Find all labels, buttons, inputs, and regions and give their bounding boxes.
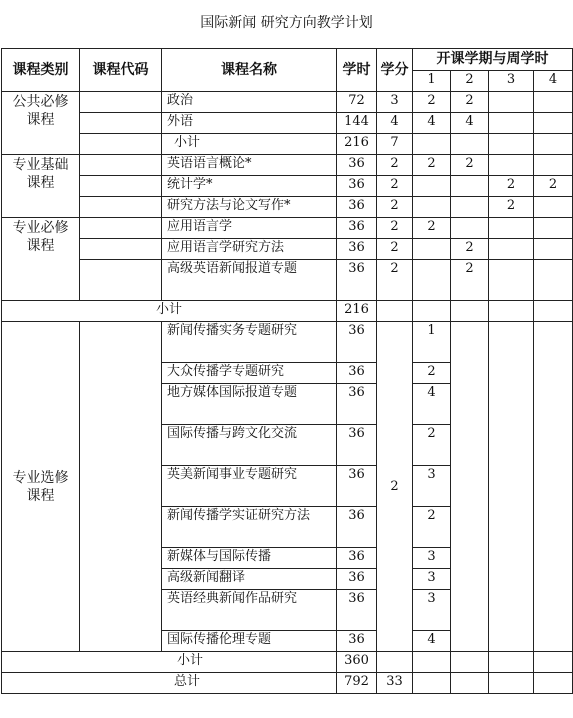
semester-1 bbox=[413, 134, 451, 155]
course-name: 应用语言学 bbox=[162, 218, 337, 239]
total-row bbox=[2, 673, 573, 694]
semester-3 bbox=[489, 322, 534, 652]
semester-4 bbox=[534, 239, 573, 260]
semester-1: 4 bbox=[413, 631, 451, 652]
semester-3 bbox=[489, 260, 534, 301]
semester-2 bbox=[451, 322, 489, 652]
semester-2: 4 bbox=[451, 113, 489, 134]
header-row bbox=[2, 49, 573, 71]
semester-2 bbox=[451, 218, 489, 239]
semester-1: 2 bbox=[413, 363, 451, 384]
category-required: 专业必修课程 bbox=[2, 218, 80, 301]
semester-1: 3 bbox=[413, 590, 451, 631]
page-title: 国际新闻 研究方向教学计划 bbox=[200, 15, 373, 31]
semester-1: 2 bbox=[413, 218, 451, 239]
course-code bbox=[80, 155, 162, 176]
subtotal-row bbox=[2, 652, 573, 673]
table-row bbox=[2, 92, 573, 113]
semester-4 bbox=[534, 155, 573, 176]
course-name: 统计学* bbox=[162, 176, 337, 197]
table-row bbox=[2, 239, 573, 260]
course-credits: 3 bbox=[377, 92, 413, 113]
semester-1: 3 bbox=[413, 466, 451, 507]
subtotal-credits: 7 bbox=[377, 134, 413, 155]
semester-1: 3 bbox=[413, 548, 451, 569]
total-hours: 792 bbox=[337, 673, 377, 694]
course-name: 高级新闻翻译 bbox=[162, 569, 337, 590]
teaching-plan-table bbox=[1, 48, 573, 694]
semester-3 bbox=[489, 113, 534, 134]
semester-1 bbox=[413, 260, 451, 301]
header-credits: 学分 bbox=[377, 49, 413, 92]
header-semester-2: 2 bbox=[451, 70, 489, 92]
semester-1: 2 bbox=[413, 425, 451, 466]
course-name: 大众传播学专题研究 bbox=[162, 363, 337, 384]
semester-3: 2 bbox=[489, 197, 534, 218]
category-public: 公共必修课程 bbox=[2, 92, 80, 155]
semester-4 bbox=[534, 260, 573, 301]
semester-2 bbox=[451, 176, 489, 197]
course-name: 地方媒体国际报道专题 bbox=[162, 384, 337, 425]
course-name: 英语经典新闻作品研究 bbox=[162, 590, 337, 631]
course-name: 英语语言概论* bbox=[162, 155, 337, 176]
semester-4 bbox=[534, 301, 573, 322]
semester-2: 2 bbox=[451, 239, 489, 260]
subtotal-row bbox=[2, 134, 573, 155]
elective-credits: 2 bbox=[377, 322, 413, 652]
semester-4 bbox=[534, 218, 573, 239]
course-hours: 72 bbox=[337, 92, 377, 113]
table-row bbox=[2, 260, 573, 301]
semester-4 bbox=[534, 113, 573, 134]
subtotal-label: 小计 bbox=[2, 301, 337, 322]
course-code bbox=[80, 260, 162, 301]
semester-3 bbox=[489, 239, 534, 260]
table-row bbox=[2, 197, 573, 218]
subtotal-hours: 216 bbox=[337, 134, 377, 155]
course-hours: 36 bbox=[337, 425, 377, 466]
header-hours: 学时 bbox=[337, 49, 377, 92]
course-hours: 36 bbox=[337, 569, 377, 590]
course-hours: 36 bbox=[337, 239, 377, 260]
course-hours: 36 bbox=[337, 384, 377, 425]
course-hours: 36 bbox=[337, 548, 377, 569]
total-label: 总计 bbox=[2, 673, 337, 694]
course-hours: 36 bbox=[337, 260, 377, 301]
semester-1: 2 bbox=[413, 155, 451, 176]
semester-3 bbox=[489, 218, 534, 239]
semester-1 bbox=[413, 197, 451, 218]
course-hours: 36 bbox=[337, 322, 377, 363]
semester-4 bbox=[534, 322, 573, 652]
header-name: 课程名称 bbox=[162, 49, 337, 92]
table-row bbox=[2, 218, 573, 239]
semester-3 bbox=[489, 92, 534, 113]
semester-1 bbox=[413, 301, 451, 322]
semester-2 bbox=[451, 301, 489, 322]
subtotal-label: 小计 bbox=[162, 134, 337, 155]
semester-1: 4 bbox=[413, 384, 451, 425]
course-name: 国际传播与跨文化交流 bbox=[162, 425, 337, 466]
semester-3 bbox=[489, 652, 534, 673]
table-row bbox=[2, 176, 573, 197]
course-hours: 36 bbox=[337, 466, 377, 507]
semester-1: 3 bbox=[413, 569, 451, 590]
course-name: 新媒体与国际传播 bbox=[162, 548, 337, 569]
category-basic: 专业基础课程 bbox=[2, 155, 80, 218]
course-name: 政治 bbox=[162, 92, 337, 113]
header-category: 课程类别 bbox=[2, 49, 80, 92]
course-hours: 36 bbox=[337, 631, 377, 652]
semester-2 bbox=[451, 652, 489, 673]
course-hours: 144 bbox=[337, 113, 377, 134]
semester-4 bbox=[534, 197, 573, 218]
course-hours: 36 bbox=[337, 155, 377, 176]
course-hours: 36 bbox=[337, 197, 377, 218]
header-semester-3: 3 bbox=[489, 70, 534, 92]
table-row bbox=[2, 155, 573, 176]
course-name: 高级英语新闻报道专题 bbox=[162, 260, 337, 301]
course-credits: 2 bbox=[377, 176, 413, 197]
course-credits: 4 bbox=[377, 113, 413, 134]
course-code bbox=[80, 197, 162, 218]
table-row bbox=[2, 113, 573, 134]
semester-3 bbox=[489, 155, 534, 176]
semester-1 bbox=[413, 176, 451, 197]
course-hours: 36 bbox=[337, 218, 377, 239]
total-credits: 33 bbox=[377, 673, 413, 694]
course-code bbox=[80, 239, 162, 260]
table-row bbox=[2, 322, 573, 363]
header-code: 课程代码 bbox=[80, 49, 162, 92]
semester-4: 2 bbox=[534, 176, 573, 197]
semester-2: 2 bbox=[451, 260, 489, 301]
semester-2: 2 bbox=[451, 155, 489, 176]
course-credits: 2 bbox=[377, 260, 413, 301]
course-name: 应用语言学研究方法 bbox=[162, 239, 337, 260]
semester-1: 2 bbox=[413, 92, 451, 113]
semester-4 bbox=[534, 652, 573, 673]
semester-1: 1 bbox=[413, 322, 451, 363]
course-hours: 36 bbox=[337, 176, 377, 197]
course-credits: 2 bbox=[377, 218, 413, 239]
semester-1 bbox=[413, 239, 451, 260]
course-name: 国际传播伦理专题 bbox=[162, 631, 337, 652]
course-name: 外语 bbox=[162, 113, 337, 134]
course-code bbox=[80, 176, 162, 197]
semester-2: 2 bbox=[451, 92, 489, 113]
semester-2 bbox=[451, 673, 489, 694]
header-semester-group: 开课学期与周学时 bbox=[413, 49, 573, 71]
semester-1: 2 bbox=[413, 507, 451, 548]
course-name: 新闻传播学实证研究方法 bbox=[162, 507, 337, 548]
semester-4 bbox=[534, 673, 573, 694]
course-hours: 36 bbox=[337, 363, 377, 384]
semester-3 bbox=[489, 301, 534, 322]
course-code bbox=[80, 113, 162, 134]
subtotal-hours: 216 bbox=[337, 301, 377, 322]
subtotal-label: 小计 bbox=[2, 652, 337, 673]
course-name: 英美新闻事业专题研究 bbox=[162, 466, 337, 507]
semester-1: 4 bbox=[413, 113, 451, 134]
semester-4 bbox=[534, 134, 573, 155]
course-credits: 2 bbox=[377, 239, 413, 260]
subtotal-row bbox=[2, 301, 573, 322]
category-elective: 专业选修课程 bbox=[2, 322, 80, 652]
header-semester-1: 1 bbox=[413, 70, 451, 92]
course-code bbox=[80, 134, 162, 155]
course-credits: 2 bbox=[377, 155, 413, 176]
semester-2 bbox=[451, 197, 489, 218]
semester-3 bbox=[489, 134, 534, 155]
course-hours: 36 bbox=[337, 507, 377, 548]
semester-2 bbox=[451, 134, 489, 155]
course-name: 新闻传播实务专题研究 bbox=[162, 322, 337, 363]
course-code bbox=[80, 218, 162, 239]
course-code bbox=[80, 322, 162, 652]
course-credits: 2 bbox=[377, 197, 413, 218]
subtotal-credits bbox=[377, 301, 413, 322]
header-semester-4: 4 bbox=[534, 70, 573, 92]
subtotal-credits bbox=[377, 652, 413, 673]
semester-4 bbox=[534, 92, 573, 113]
subtotal-hours: 360 bbox=[337, 652, 377, 673]
semester-1 bbox=[413, 673, 451, 694]
semester-1 bbox=[413, 652, 451, 673]
semester-3 bbox=[489, 673, 534, 694]
course-name: 研究方法与论文写作* bbox=[162, 197, 337, 218]
course-hours: 36 bbox=[337, 590, 377, 631]
course-code bbox=[80, 92, 162, 113]
semester-3: 2 bbox=[489, 176, 534, 197]
